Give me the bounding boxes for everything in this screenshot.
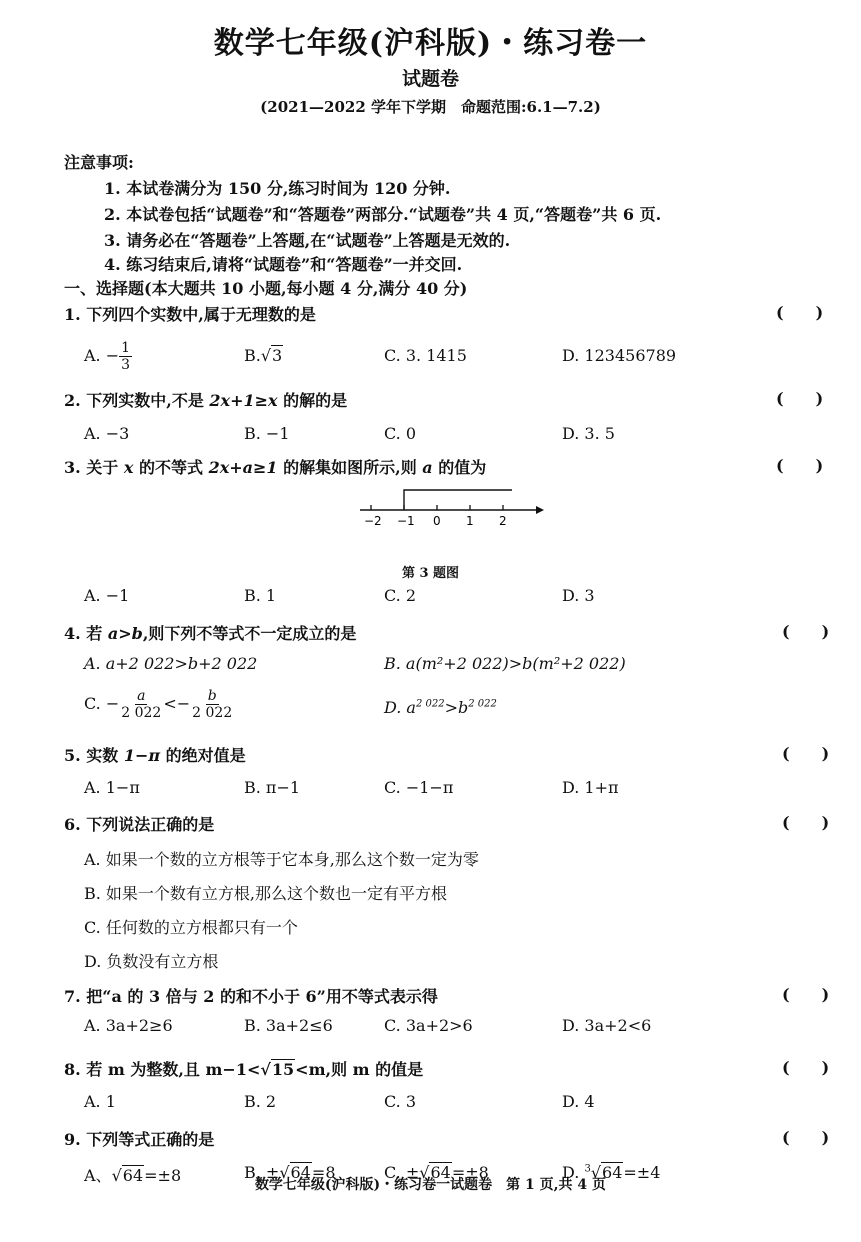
q2-option-a: A. −3 bbox=[84, 424, 130, 443]
q1-option-a: A. − $\frac{1}{3}$ bbox=[84, 340, 131, 374]
q5-option-b: B. π−1 bbox=[244, 778, 301, 797]
question-8-stem: 8. 若 m 为整数,且 m−1<√15<m,则 m 的值是 bbox=[64, 1060, 424, 1079]
q6-option-c: C. 任何数的立方根都只有一个 bbox=[84, 918, 298, 937]
answer-bracket: ( ) bbox=[782, 1128, 830, 1147]
q9-option-c: C. ±√64=±8 bbox=[384, 1163, 489, 1182]
answer-bracket: ( ) bbox=[776, 389, 824, 408]
q5-option-c: C. −1−π bbox=[384, 778, 454, 797]
q4-option-c: C. − $\frac{a}{2 022}$ <− $\frac{b}{2 022}$ bbox=[84, 688, 233, 722]
paper-range: (2021—2022 学年下学期 命题范围:6.1—7.2) bbox=[260, 98, 601, 116]
question-3-stem: 3. 关于 x 的不等式 2x+a≥1 的解集如图所示,则 a 的值为 bbox=[64, 458, 487, 477]
q7-option-a: A. 3a+2≥6 bbox=[84, 1016, 173, 1035]
question-5-stem: 5. 实数 1−π 的绝对值是 bbox=[64, 746, 246, 765]
tick-label: 2 bbox=[499, 514, 507, 528]
tick-label: 0 bbox=[433, 514, 441, 528]
number-line-arrow bbox=[536, 506, 544, 514]
q8-option-d: D. 4 bbox=[562, 1092, 595, 1111]
q4-option-d: D. $a^{2 022}>b^{2 022}$ bbox=[384, 698, 497, 717]
q3-option-d: D. 3 bbox=[562, 586, 595, 605]
q8-option-a: A. 1 bbox=[84, 1092, 116, 1111]
question-9-stem: 9. 下列等式正确的是 bbox=[64, 1130, 215, 1149]
number-line-figure bbox=[350, 482, 550, 532]
q7-option-c: C. 3a+2>6 bbox=[384, 1016, 473, 1035]
q1-option-b: B.√3 bbox=[244, 346, 283, 365]
q2-option-d: D. 3. 5 bbox=[562, 424, 615, 443]
q7-option-b: B. 3a+2≤6 bbox=[244, 1016, 333, 1035]
answer-bracket: ( ) bbox=[782, 985, 830, 1004]
q2-option-b: B. −1 bbox=[244, 424, 290, 443]
solution-set-marker bbox=[404, 490, 512, 510]
answer-bracket: ( ) bbox=[782, 744, 830, 763]
q3-option-c: C. 2 bbox=[384, 586, 417, 605]
answer-bracket: ( ) bbox=[776, 456, 824, 475]
question-1-stem: 1. 下列四个实数中,属于无理数的是 bbox=[64, 305, 316, 324]
answer-bracket: ( ) bbox=[776, 303, 824, 322]
tick-label: −1 bbox=[397, 514, 415, 528]
q6-option-a: A. 如果一个数的立方根等于它本身,那么这个数一定为零 bbox=[84, 850, 479, 869]
q7-option-d: D. 3a+2<6 bbox=[562, 1016, 652, 1035]
q3-option-a: A. −1 bbox=[84, 586, 130, 605]
q9-option-b: B. ±√64=8 bbox=[244, 1163, 336, 1182]
question-7-stem: 7. 把“a 的 3 倍与 2 的和不小于 6”用不等式表示得 bbox=[64, 987, 438, 1006]
q8-option-c: C. 3 bbox=[384, 1092, 417, 1111]
answer-bracket: ( ) bbox=[782, 1058, 830, 1077]
q2-option-c: C. 0 bbox=[384, 424, 417, 443]
q1-option-c: C. 3. 1415 bbox=[384, 346, 467, 365]
question-2-stem: 2. 下列实数中,不是 2x+1≥x 的解的是 bbox=[64, 391, 348, 410]
note-item: 4. 练习结束后,请将“试题卷”和“答题卷”一并交回. bbox=[104, 255, 463, 274]
tick-label: −2 bbox=[364, 514, 382, 528]
question-6-stem: 6. 下列说法正确的是 bbox=[64, 815, 215, 834]
figure-caption: 第 3 题图 bbox=[401, 566, 460, 581]
paper-title: 数学七年级(沪科版)・练习卷一 bbox=[213, 26, 648, 61]
q9-option-a: A、√64=±8 bbox=[84, 1166, 182, 1185]
q4-option-b: B. a(m²+2 022)>b(m²+2 022) bbox=[384, 654, 626, 673]
question-4-stem: 4. 若 a>b,则下列不等式不一定成立的是 bbox=[64, 624, 357, 643]
answer-bracket: ( ) bbox=[782, 622, 830, 641]
q6-option-d: D. 负数没有立方根 bbox=[84, 952, 219, 971]
note-item: 3. 请务必在“答题卷”上答题,在“试题卷”上答题是无效的. bbox=[104, 231, 511, 250]
notes-heading: 注意事项: bbox=[64, 153, 134, 172]
q1-option-d: D. 123456789 bbox=[562, 346, 677, 365]
q5-option-d: D. 1+π bbox=[562, 778, 619, 797]
answer-bracket: ( ) bbox=[782, 813, 830, 832]
note-item: 1. 本试卷满分为 150 分,练习时间为 120 分钟. bbox=[104, 179, 451, 198]
paper-subtitle: 试题卷 bbox=[401, 68, 459, 90]
q3-option-b: B. 1 bbox=[244, 586, 277, 605]
q5-option-a: A. 1−π bbox=[84, 778, 140, 797]
q9-option-d: D. $^3$√64=±4 bbox=[562, 1163, 661, 1182]
note-item: 2. 本试卷包括“试题卷”和“答题卷”两部分.“试题卷”共 4 页,“答题卷”共 6 页. bbox=[104, 205, 662, 224]
q6-option-b: B. 如果一个数有立方根,那么这个数也一定有平方根 bbox=[84, 884, 448, 903]
tick-label: 1 bbox=[466, 514, 474, 528]
section-heading: 一、选择题(本大题共 10 小题,每小题 4 分,满分 40 分) bbox=[64, 279, 468, 298]
page-footer: 数学七年级(沪科版)・练习卷一试题卷 第 1 页,共 4 页 bbox=[254, 1177, 607, 1193]
q8-option-b: B. 2 bbox=[244, 1092, 277, 1111]
q4-option-a: A. a+2 022>b+2 022 bbox=[84, 654, 258, 673]
